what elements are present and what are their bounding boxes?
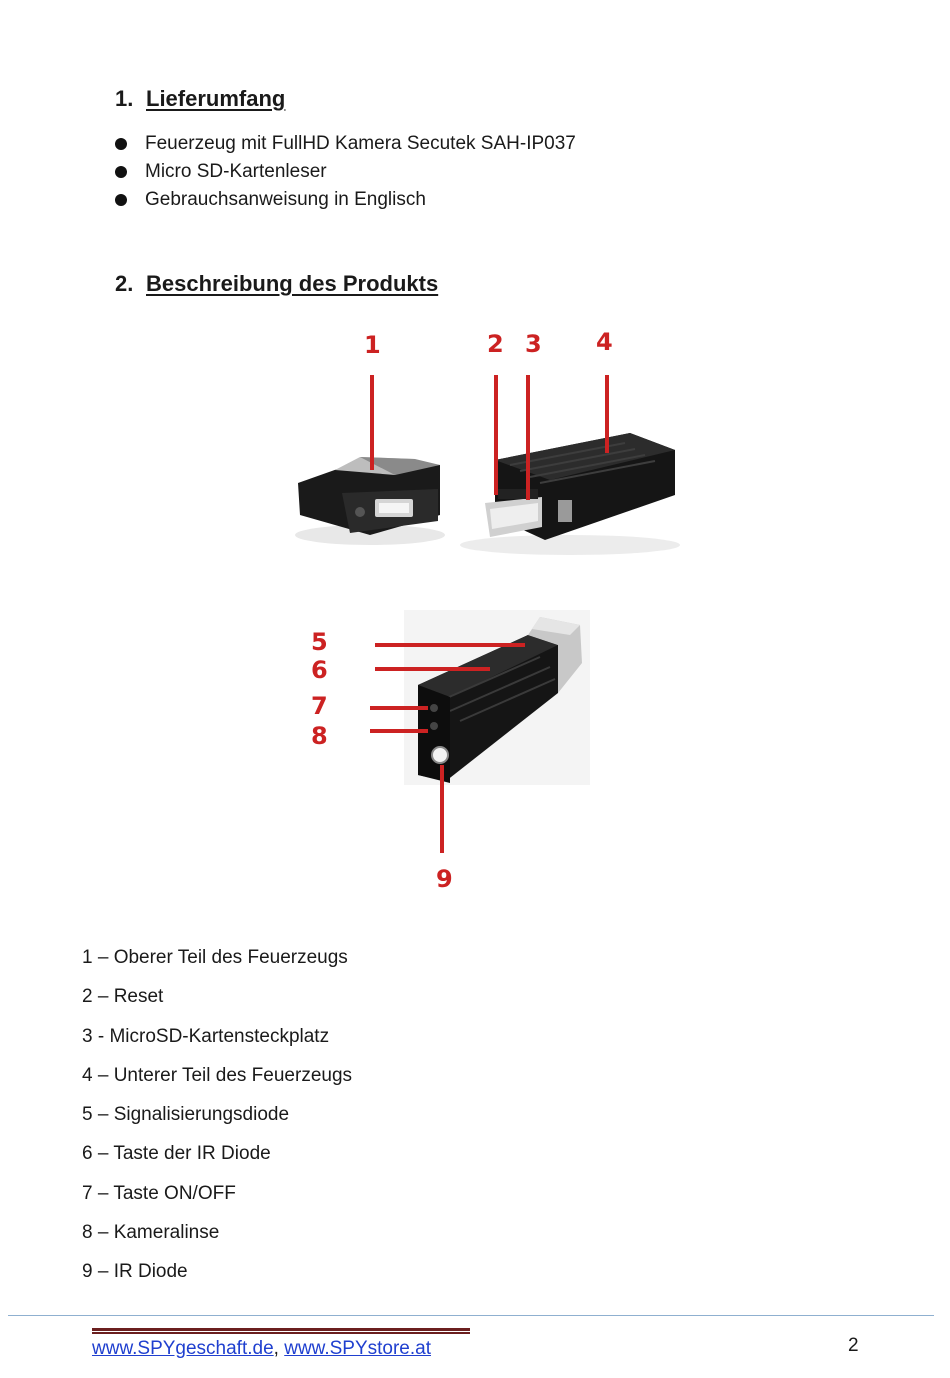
list-item: 9 – IR Diode (82, 1261, 188, 1283)
footer-separator: , (273, 1338, 285, 1359)
section-title: Lieferumfang (146, 86, 286, 111)
callout-label: 1 (364, 331, 381, 359)
callout-label: 7 (311, 692, 328, 720)
footer-links (92, 1338, 431, 1360)
list-item: 3 - MicroSD-Kartensteckplatz (82, 1025, 330, 1047)
callout-label: 2 (487, 330, 504, 358)
parts-legend (82, 938, 352, 1292)
lighter-top-part (295, 457, 445, 545)
list-item: Micro SD-Kartenleser (145, 158, 576, 186)
callout-label: 9 (436, 865, 453, 893)
list-item: 7 – Taste ON/OFF (82, 1182, 236, 1204)
callout-label: 8 (311, 722, 328, 750)
bullet-icon (115, 194, 127, 206)
page-number: 2 (848, 1335, 859, 1356)
lighter-bottom-part (460, 433, 680, 555)
list-item: Feuerzeug mit FullHD Kamera Secutek SAH-IP037 (145, 130, 576, 158)
list-item: 5 – Signalisierungsdiode (82, 1104, 290, 1126)
callout-label: 5 (311, 628, 328, 656)
list-item: 4 – Unterer Teil des Feuerzeugs (82, 1064, 353, 1086)
product-image-top (280, 325, 680, 560)
product-image-bottom (300, 605, 600, 895)
list-item: 2 – Reset (82, 986, 164, 1008)
section-number: 2. (115, 271, 134, 296)
bullet-icon (115, 166, 127, 178)
section-title: Beschreibung des Produkts (146, 271, 439, 296)
callout-label: 6 (311, 656, 328, 684)
section-heading-beschreibung (115, 271, 438, 297)
section-heading-lieferumfang (115, 86, 285, 112)
footer-link-spystore[interactable]: www.SPYstore.at (284, 1338, 431, 1359)
delivery-list (145, 130, 576, 214)
section-number: 1. (115, 86, 134, 111)
list-item: Gebrauchsanweisung in Englisch (145, 186, 576, 214)
footer-bar (92, 1328, 470, 1334)
list-item: 8 – Kameralinse (82, 1222, 220, 1244)
callout-label: 3 (525, 330, 542, 358)
footer-link-spygeschaft[interactable]: www.SPYgeschaft.de (92, 1338, 274, 1359)
bullet-icon (115, 138, 127, 150)
list-item: 1 – Oberer Teil des Feuerzeugs (82, 947, 348, 968)
callout-label: 4 (596, 328, 613, 356)
list-item: 6 – Taste der IR Diode (82, 1143, 271, 1165)
footer-rule (8, 1315, 934, 1316)
